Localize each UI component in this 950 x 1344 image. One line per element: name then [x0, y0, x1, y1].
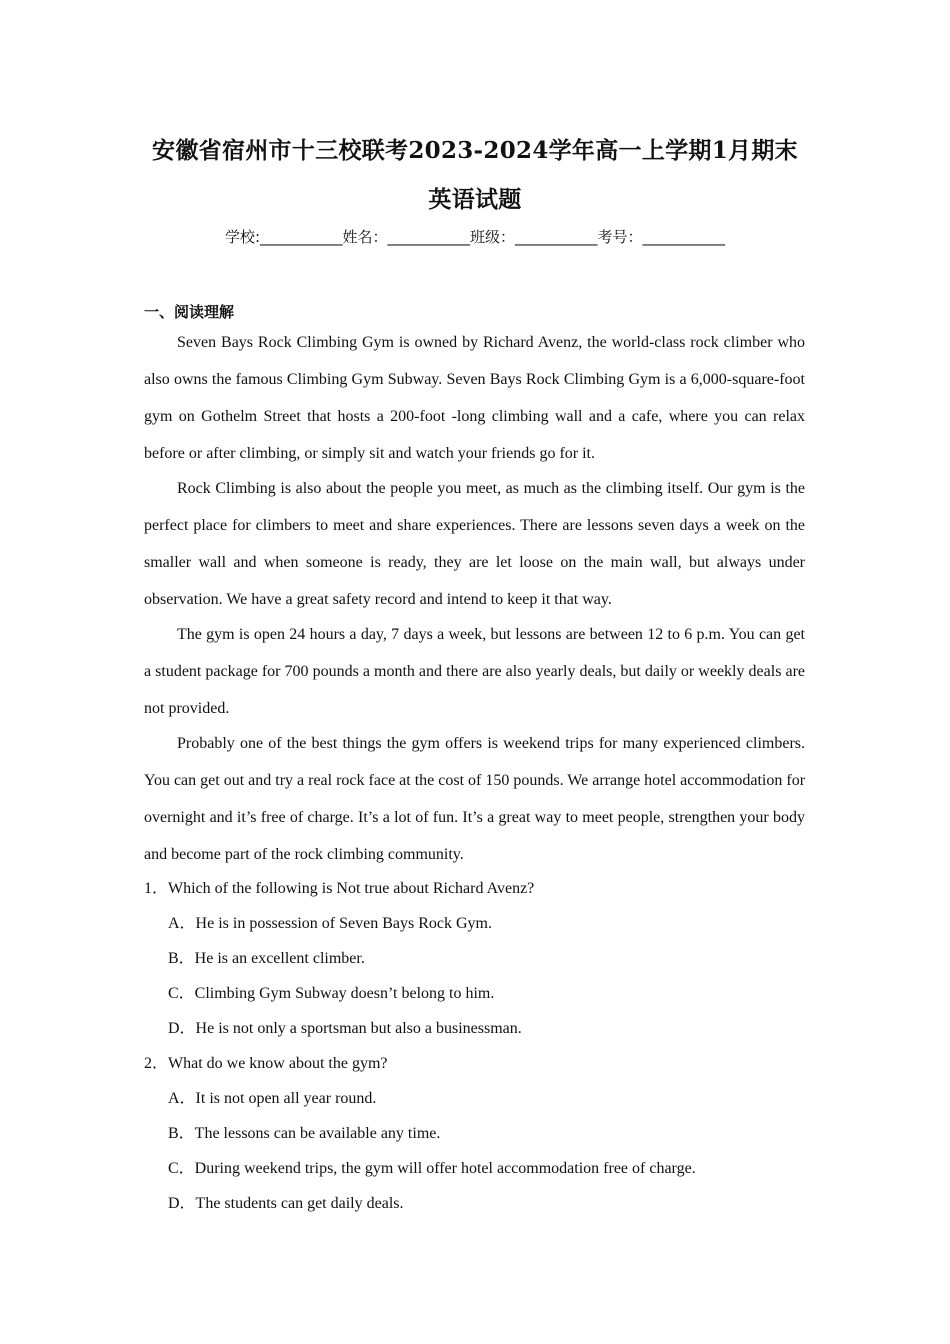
passage-paragraph-2: Rock Climbing is also about the people you meet, as much as the climbing itself. Our gym is the perfect place for climbers to meet and share experiences. There are lessons seven days a week on the smaller wall and when someone is ready, they are let loose on the main wall, but always under observation. We have a great safety record and intend to keep it that way. [144, 480, 805, 608]
student-info-fields: 学校:___________姓名：___________班级：___________考号：___________ [224, 228, 726, 246]
question-1-option-d: D．He is not only a sportsman but also a businessman. [168, 1020, 522, 1037]
question-2-option-b: B．The lessons can be available any time. [168, 1125, 441, 1142]
passage-paragraph-3: The gym is open 24 hours a day, 7 days a week, but lessons are between 12 to 6 p.m. You can get a student package for 700 pounds a month and there are also yearly deals, but daily or weekly deals are not provided. [144, 626, 805, 717]
passage-paragraph-4: Probably one of the best things the gym offers is weekend trips for many experienced climbers. You can get out and try a real rock face at the cost of 150 pounds. We arrange hotel accommodation for overnight and it’s free of charge. It’s a lot of fun. It’s a great way to meet people, strengthen your body and become part of the rock climbing community. [144, 735, 806, 863]
exam-title-line-1: 安徽省宿州市十三校联考2023-2024学年高一上学期1月期末 [152, 137, 798, 164]
question-list [144, 871, 805, 1221]
question-1-option-b: B．He is an excellent climber. [168, 950, 365, 967]
question-1-option-c: C．Climbing Gym Subway doesn’t belong to him. [168, 985, 495, 1002]
question-1-option-a: A．He is in possession of Seven Bays Rock Gym. [168, 915, 492, 932]
passage-paragraph-1: Seven Bays Rock Climbing Gym is owned by Richard Avenz, the world-class rock climber who also owns the famous Climbing Gym Subway. Seven Bays Rock Climbing Gym is a 6,000-square-foot gym on Gothelm Street that hosts a 200-foot -long climbing wall and a cafe, where you can relax before or after climbing, or simply sit and watch your friends go for it. [144, 334, 805, 462]
section-heading: 一、阅读理解 [144, 303, 235, 321]
question-1-stem: 1．Which of the following is Not true about Richard Avenz? [144, 880, 535, 897]
question-2-option-d: D．The students can get daily deals. [168, 1195, 404, 1212]
reading-passage [144, 324, 805, 871]
question-2-option-c: C．During weekend trips, the gym will offer hotel accommodation free of charge. [168, 1160, 696, 1177]
exam-title-line-2: 英语试题 [428, 186, 522, 213]
question-2-option-a: A．It is not open all year round. [168, 1090, 377, 1107]
question-2-stem: 2．What do we know about the gym? [144, 1055, 388, 1072]
